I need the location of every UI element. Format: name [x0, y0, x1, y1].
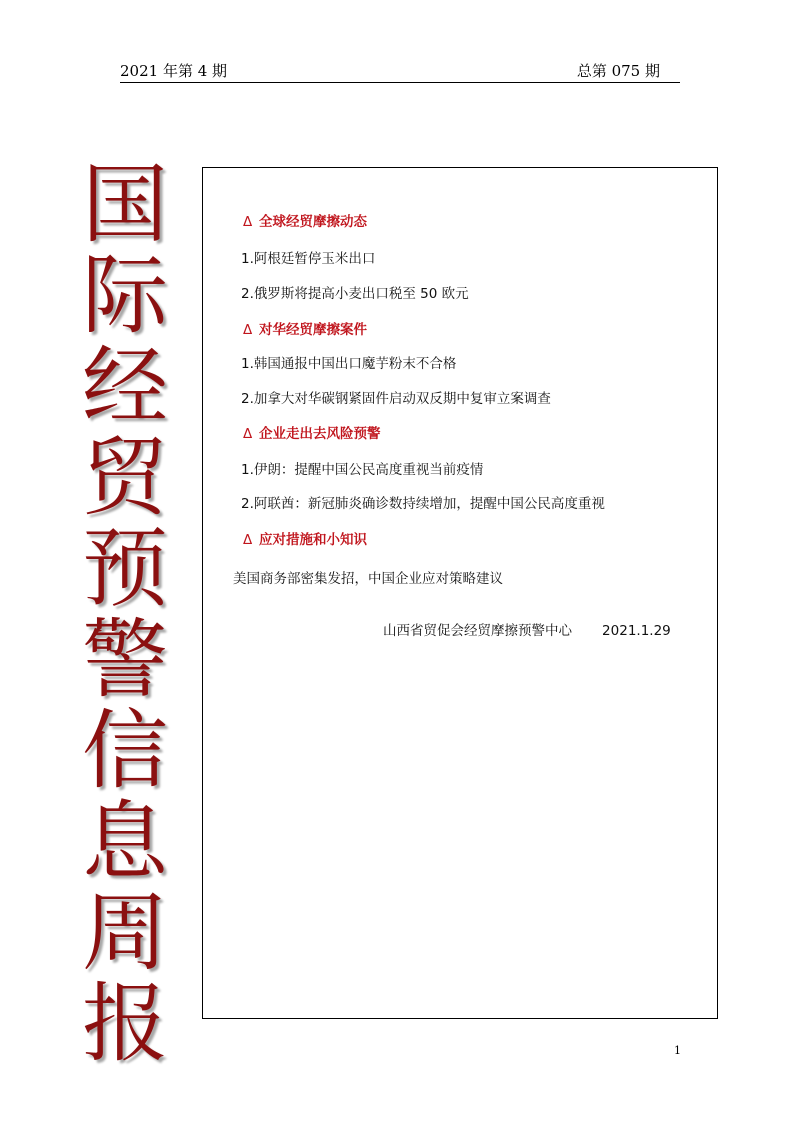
- section-heading: [243, 318, 367, 338]
- section-title: 应对措施和小知识: [259, 532, 367, 548]
- section-title: 全球经贸摩擦动态: [259, 214, 367, 230]
- title-char: 预: [82, 519, 168, 619]
- list-item[interactable]: 1.阿根廷暂停玉米出口: [241, 251, 376, 267]
- title-char: 信: [82, 701, 168, 801]
- list-item[interactable]: 2.加拿大对华碳钢紧固件启动双反期中复审立案调查: [241, 391, 551, 407]
- page-number: 1: [674, 1044, 681, 1057]
- issue-number: 2021 年第 4 期: [120, 62, 228, 80]
- issuer-org: 山西省贸促会经贸摩擦预警中心: [383, 623, 572, 639]
- contents-box: [202, 167, 718, 1019]
- list-item[interactable]: 2.阿联酋：新冠肺炎确诊数持续增加，提醒中国公民高度重视: [241, 496, 605, 512]
- list-item[interactable]: 1.伊朗：提醒中国公民高度重视当前疫情: [241, 462, 484, 478]
- title-char: 警: [82, 610, 168, 710]
- title-char: 国: [82, 155, 168, 255]
- title-char: 经: [82, 337, 168, 437]
- section-heading: [243, 210, 367, 230]
- issuer-line: [383, 619, 671, 639]
- triangle-marker-icon: Δ: [243, 532, 253, 548]
- vertical-title: [70, 155, 180, 1074]
- list-item[interactable]: 1.韩国通报中国出口魔芋粉末不合格: [241, 356, 457, 372]
- triangle-marker-icon: Δ: [243, 214, 253, 230]
- section-heading: [243, 422, 381, 442]
- list-item[interactable]: 美国商务部密集发招，中国企业应对策略建议: [233, 571, 503, 587]
- issue-date: 2021.1.29: [602, 623, 671, 639]
- title-char: 贸: [82, 428, 168, 528]
- title-char: 报: [82, 974, 168, 1074]
- total-issue-number: 总第 075 期: [576, 62, 660, 80]
- title-char: 息: [82, 792, 168, 892]
- title-char: 周: [82, 883, 168, 983]
- section-heading: [243, 528, 367, 548]
- page-header: [120, 58, 680, 83]
- triangle-marker-icon: Δ: [243, 426, 253, 442]
- triangle-marker-icon: Δ: [243, 322, 253, 338]
- title-char: 际: [82, 246, 168, 346]
- section-title: 企业走出去风险预警: [259, 426, 381, 442]
- section-title: 对华经贸摩擦案件: [259, 322, 367, 338]
- list-item[interactable]: 2.俄罗斯将提高小麦出口税至 50 欧元: [241, 286, 469, 302]
